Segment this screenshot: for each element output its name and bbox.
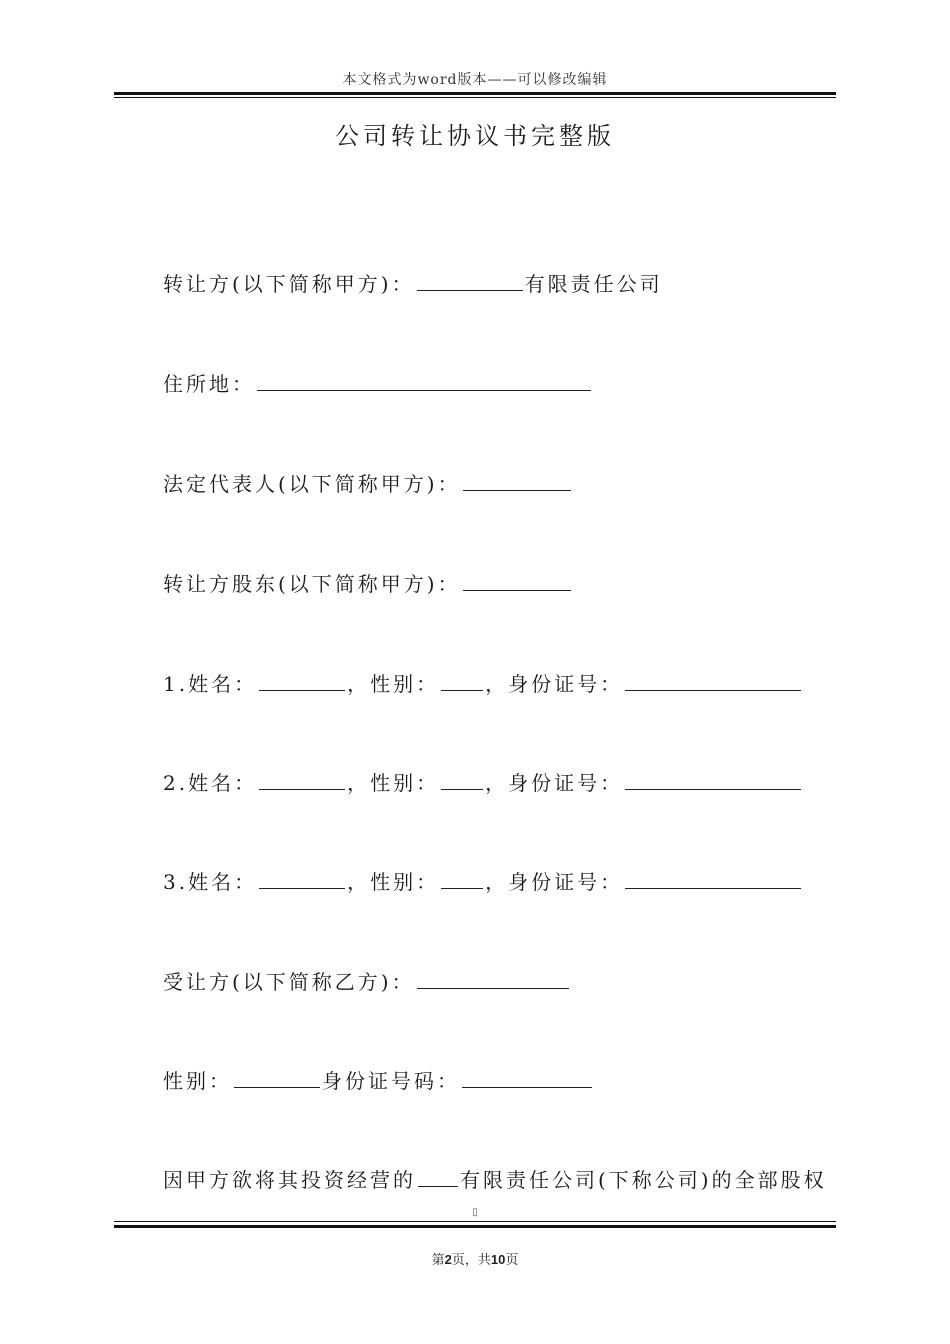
transferor-suffix: 有限责任公司 [524,272,663,296]
transferee-info-line [163,1067,594,1095]
header-rule-thick [114,92,836,95]
address-label: 住所地： [163,372,255,396]
page-header-text: 本文格式为word版本——可以修改编辑 [342,72,608,88]
page-prefix: 第 [431,1252,445,1267]
transferee-line [163,968,571,996]
person-3-sex-blank[interactable] [441,868,483,889]
person-3-sex-label: ，性别： [347,870,440,894]
paragraph-blank[interactable] [418,1166,458,1187]
person-3-number: 3. [163,870,189,894]
address-line [163,370,593,398]
transferee-label: 受让方(以下简称乙方)： [163,970,415,994]
person-1-name-blank[interactable] [259,670,345,691]
document-title: 公司转让协议书完整版 [335,122,615,150]
footer-rule-thin [114,1221,836,1222]
address-blank[interactable] [257,370,591,391]
person-2-name-label: 姓名： [188,771,258,795]
page-suffix: 页 [505,1252,519,1267]
transferor-line [163,270,663,298]
footer-mark: ▯ [472,1207,478,1218]
transferee-sex-blank[interactable] [234,1067,320,1088]
paragraph-after: 有限责任公司(下称公司)的全部股权 [460,1168,827,1192]
transferor-blank[interactable] [417,270,523,291]
person-1-sex-blank[interactable] [441,670,483,691]
person-3-name-blank[interactable] [259,868,345,889]
page-total: 10 [490,1252,506,1267]
person-1-id-blank[interactable] [625,670,801,691]
person-2-id-label: ，身份证号： [485,771,624,795]
paragraph-before: 因甲方欲将其投资经营的 [163,1168,416,1192]
person-3-id-blank[interactable] [625,868,801,889]
transferee-id-label: 身份证号码： [322,1069,460,1093]
footer-rule-thick [114,1225,836,1228]
person-3-id-label: ，身份证号： [485,870,624,894]
page-number [0,1249,950,1268]
shareholders-line [163,570,573,598]
person-1-number: 1. [163,672,189,696]
transferee-sex-label: 性别： [163,1069,232,1093]
person-1-id-label: ，身份证号： [485,672,624,696]
person-3-line [163,868,803,896]
page-mid: 页，共 [451,1252,491,1267]
person-2-sex-label: ，性别： [347,771,440,795]
transferor-label: 转让方(以下简称甲方)： [163,272,415,296]
person-1-sex-label: ，性别： [347,672,440,696]
person-2-id-blank[interactable] [625,769,801,790]
person-2-sex-blank[interactable] [441,769,483,790]
legal-rep-line [163,470,573,498]
legal-rep-blank[interactable] [463,470,571,491]
person-2-line [163,769,803,797]
header-rule-thin [114,97,836,98]
person-2-number: 2. [163,771,189,795]
paragraph-line [163,1166,827,1194]
shareholders-blank[interactable] [463,570,571,591]
person-1-line [163,670,803,698]
person-3-name-label: 姓名： [188,870,258,894]
transferee-id-blank[interactable] [462,1067,592,1088]
person-1-name-label: 姓名： [188,672,258,696]
shareholders-label: 转让方股东(以下简称甲方)： [163,572,461,596]
person-2-name-blank[interactable] [259,769,345,790]
legal-rep-label: 法定代表人(以下简称甲方)： [163,472,461,496]
transferee-blank[interactable] [417,968,569,989]
page-current: 2 [444,1252,452,1267]
